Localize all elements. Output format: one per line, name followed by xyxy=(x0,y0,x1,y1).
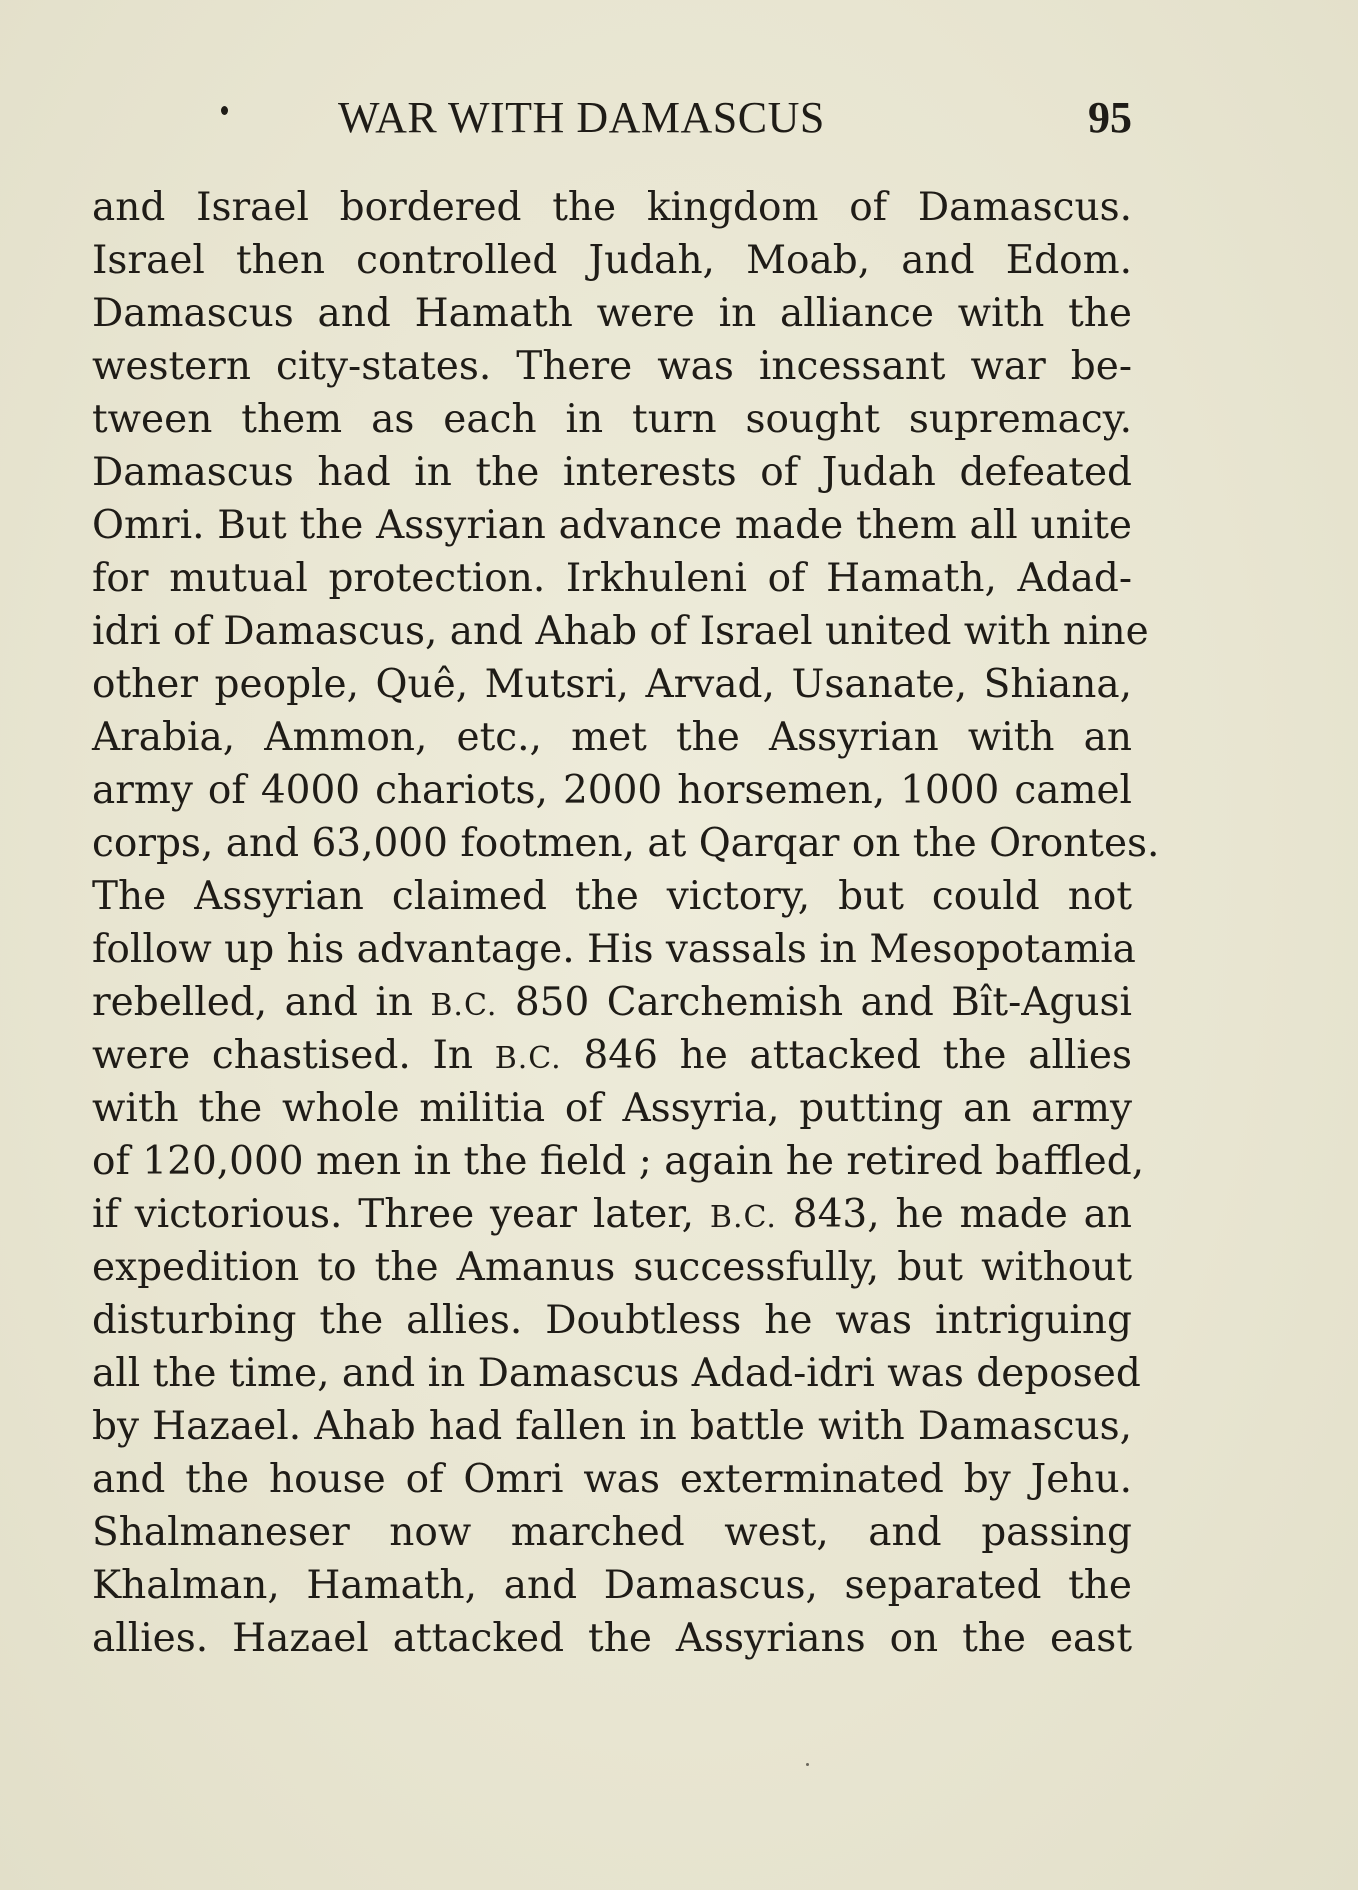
text-line: other people, Quê, Mutsri, Arvad, Usanate, Shiana, xyxy=(92,662,1132,707)
paper-speck xyxy=(806,1763,809,1766)
text-line: Khalman, Hamath, and Damascus, separated the xyxy=(92,1563,1132,1608)
text-line: rebelled, and in B.C. 850 Carchemish and Bît-Agusi xyxy=(92,980,1132,1025)
text-line: Damascus had in the interests of Judah defeated xyxy=(92,450,1132,495)
text-line: by Hazael. Ahab had fallen in battle with Damascus, xyxy=(92,1404,1132,1449)
text-line: and Israel bordered the kingdom of Damascus. xyxy=(92,185,1132,230)
running-head xyxy=(0,92,1358,152)
text-line: allies. Hazael attacked the Assyrians on the east xyxy=(92,1616,1132,1661)
page-number: 95 xyxy=(1088,93,1132,142)
text-line: were chastised. In B.C. 846 he attacked the allies xyxy=(92,1033,1132,1078)
text-line: follow up his advantage. His vassals in Mesopotamia xyxy=(92,927,1136,972)
text-line: idri of Damascus, and Ahab of Israel united with nine xyxy=(92,609,1149,654)
text-line: Omri. But the Assyrian advance made them all unite xyxy=(92,503,1132,548)
text-line: western city-states. There was incessant war be- xyxy=(92,344,1132,389)
text-line: The Assyrian claimed the victory, but could not xyxy=(92,874,1132,919)
text-line: and the house of Omri was exterminated by Jehu. xyxy=(92,1457,1132,1502)
text-line: Arabia, Ammon, etc., met the Assyrian with an xyxy=(92,715,1132,760)
body-text xyxy=(92,181,1160,1665)
text-line: all the time, and in Damascus Adad-idri was deposed xyxy=(92,1351,1141,1396)
text-line: for mutual protection. Irkhuleni of Hamath, Adad- xyxy=(92,556,1132,601)
text-line: Israel then controlled Judah, Moab, and Edom. xyxy=(92,238,1132,283)
text-line: disturbing the allies. Doubtless he was intriguing xyxy=(92,1298,1132,1343)
ornament-dot xyxy=(221,106,228,115)
text-line: Damascus and Hamath were in alliance with the xyxy=(92,291,1132,336)
text-line: of 120,000 men in the field ; again he retired baffled, xyxy=(92,1139,1145,1184)
text-line: tween them as each in turn sought supremacy. xyxy=(92,397,1132,442)
text-line: expedition to the Amanus successfully, but without xyxy=(92,1245,1132,1290)
text-line: if victorious. Three year later, B.C. 843, he made an xyxy=(92,1192,1132,1237)
text-line: Shalmaneser now marched west, and passing xyxy=(92,1510,1132,1555)
text-line: with the whole militia of Assyria, putting an army xyxy=(92,1086,1132,1131)
text-line: corps, and 63,000 footmen, at Qarqar on the Orontes. xyxy=(92,821,1160,866)
text-line: army of 4000 chariots, 2000 horsemen, 1000 camel xyxy=(92,768,1132,813)
running-title: WAR WITH DAMASCUS xyxy=(338,93,825,142)
